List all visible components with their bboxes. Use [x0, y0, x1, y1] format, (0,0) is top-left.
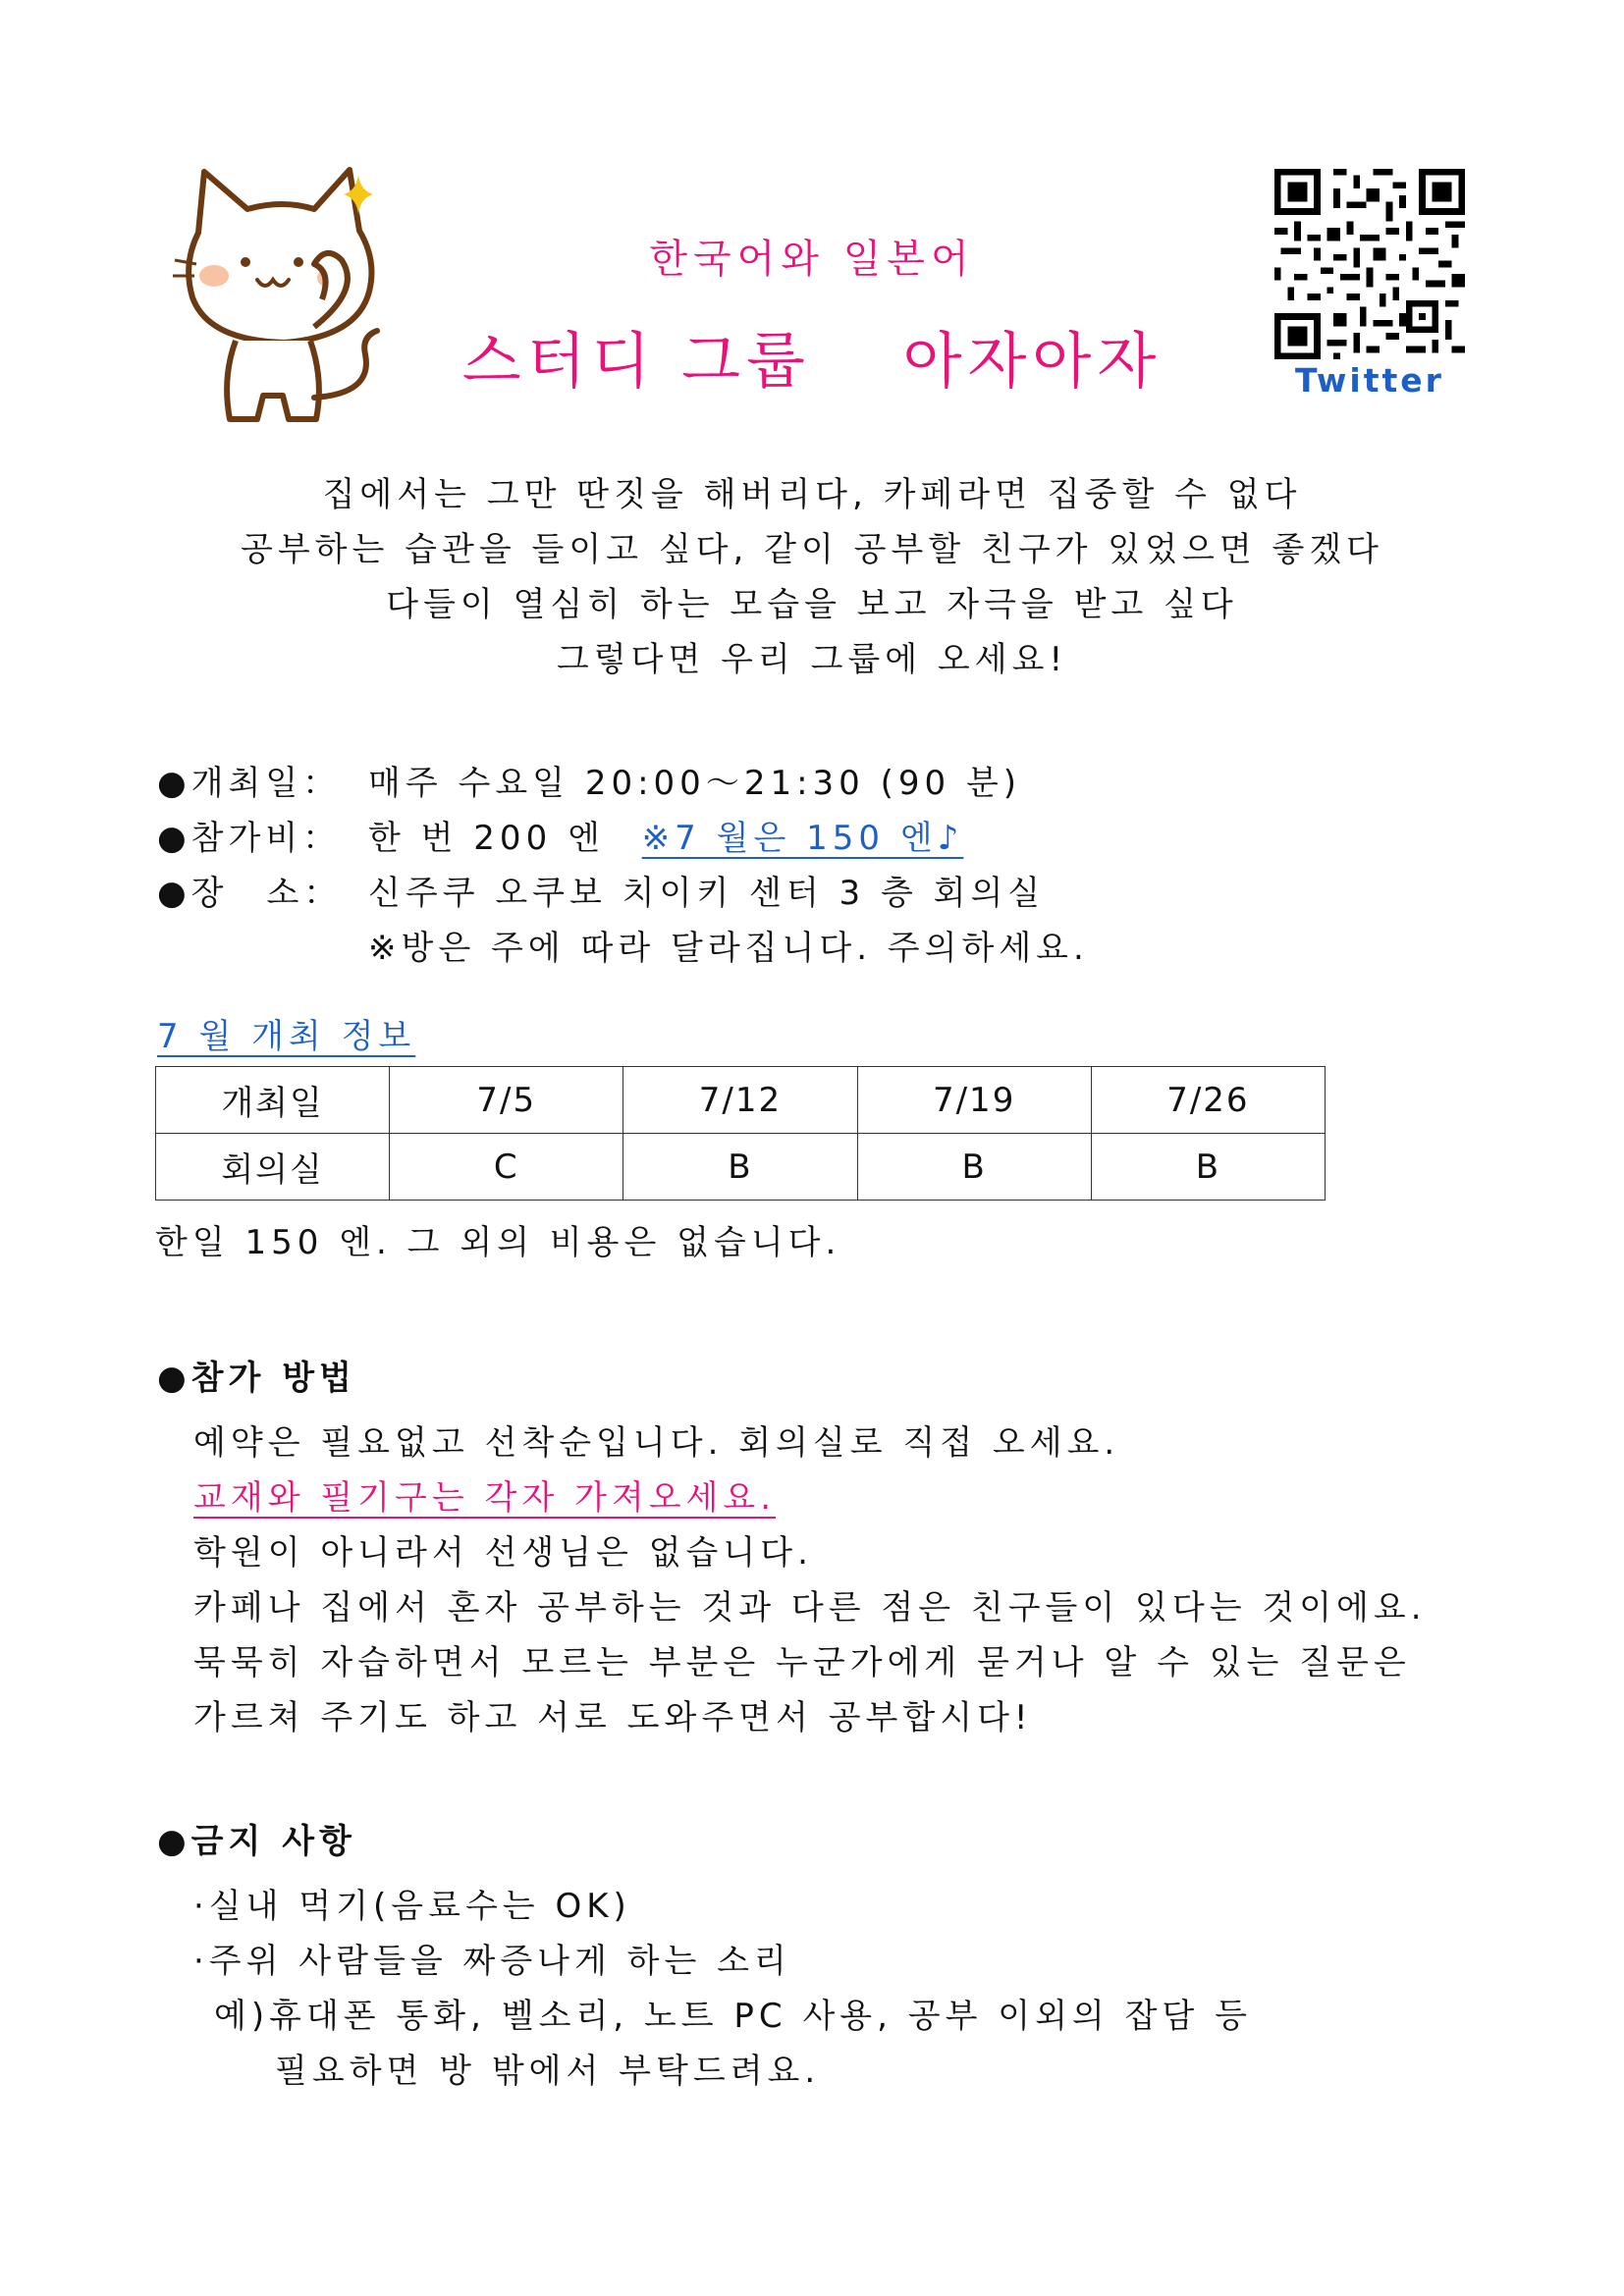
- table-row: [156, 1134, 1326, 1201]
- intro-line: 다들이 열심히 하는 모습을 보고 자극을 받고 싶다: [386, 585, 1238, 624]
- page-title: 스터디 그룹 아자아자: [461, 325, 1163, 397]
- info-date: [157, 756, 1021, 804]
- prohibited-line: ·주위 사람들을 짜증나게 하는 소리: [193, 1942, 791, 1981]
- table-cell: B: [623, 1134, 857, 1201]
- prohibited-line: ·실내 먹기(음료수는 OK): [193, 1887, 631, 1926]
- schedule-table: [155, 1066, 1326, 1201]
- how-to-join-line: 묵묵히 자습하면서 모르는 부분은 누군가에게 묻거나 알 수 있는 질문은: [193, 1643, 1411, 1682]
- intro-line: 집에서는 그만 딴짓을 해버리다, 카페라면 집중할 수 없다: [322, 475, 1302, 514]
- table-row: [156, 1067, 1326, 1134]
- prohibited-line: 필요하면 방 밖에서 부탁드려요.: [275, 2052, 821, 2091]
- schedule-heading: 7 월 개최 정보: [157, 1017, 416, 1056]
- table-cell: B: [857, 1134, 1091, 1201]
- how-to-join-line-highlight: 교재와 필기구는 각자 가져오세요.: [193, 1478, 777, 1518]
- info-place: [157, 866, 1045, 914]
- table-cell: 7/12: [623, 1067, 857, 1134]
- info-fee-note: ※7 월은 150 엔♪: [641, 819, 964, 858]
- prohibited-line: 예)휴대폰 통화, 벨소리, 노트 PC 사용, 공부 이외의 잡담 등: [214, 1997, 1252, 2036]
- info-place-note: ※방은 주에 따라 달라집니다. 주의하세요.: [368, 929, 1089, 968]
- table-cell: 7/26: [1091, 1067, 1325, 1134]
- info-place-label: ●장 소：: [157, 874, 343, 913]
- how-to-join-heading: ●참가 방법: [157, 1359, 356, 1398]
- table-cell: B: [1091, 1134, 1325, 1201]
- table-cell: 개최일: [156, 1067, 390, 1134]
- sparkle-icon: [344, 175, 373, 214]
- qr-code-icon[interactable]: [1274, 169, 1465, 359]
- info-date-label: ●개최일：: [157, 764, 342, 803]
- how-to-join-line: 카페나 집에서 혼자 공부하는 것과 다른 점은 친구들이 있다는 것이에요.: [193, 1588, 1427, 1628]
- table-cell: 회의실: [156, 1134, 390, 1201]
- info-date-value: 매주 수요일 20:00～21:30 (90 분): [368, 764, 1022, 803]
- prohibited-heading: ●금지 사항: [157, 1822, 356, 1861]
- intro-line: 공부하는 습관을 들이고 싶다, 같이 공부할 친구가 있었으면 좋겠다: [240, 530, 1384, 569]
- twitter-label[interactable]: Twitter: [1295, 361, 1444, 400]
- subtitle: 한국어와 일본어: [649, 237, 975, 282]
- info-fee: [157, 811, 963, 859]
- info-fee-label: ●참가비：: [157, 819, 342, 858]
- table-cell: C: [390, 1134, 623, 1201]
- info-fee-value: 한 번 200 엔: [368, 819, 605, 858]
- intro-line: 그렇다면 우리 그룹에 오세요!: [556, 640, 1068, 679]
- table-cell: 7/19: [857, 1067, 1091, 1134]
- how-to-join-line: 학원이 아니라서 선생님은 없습니다.: [193, 1533, 813, 1573]
- how-to-join-line: 가르쳐 주기도 하고 서로 도와주면서 공부합시다!: [193, 1698, 1033, 1737]
- table-cell: 7/5: [390, 1067, 623, 1134]
- how-to-join-line: 예약은 필요없고 선착순입니다. 회의실로 직접 오세요.: [193, 1423, 1120, 1463]
- info-place-value: 신주쿠 오쿠보 치이키 센터 3 층 회의실: [368, 874, 1046, 913]
- schedule-note: 한일 150 엔. 그 외의 비용은 없습니다.: [155, 1223, 841, 1262]
